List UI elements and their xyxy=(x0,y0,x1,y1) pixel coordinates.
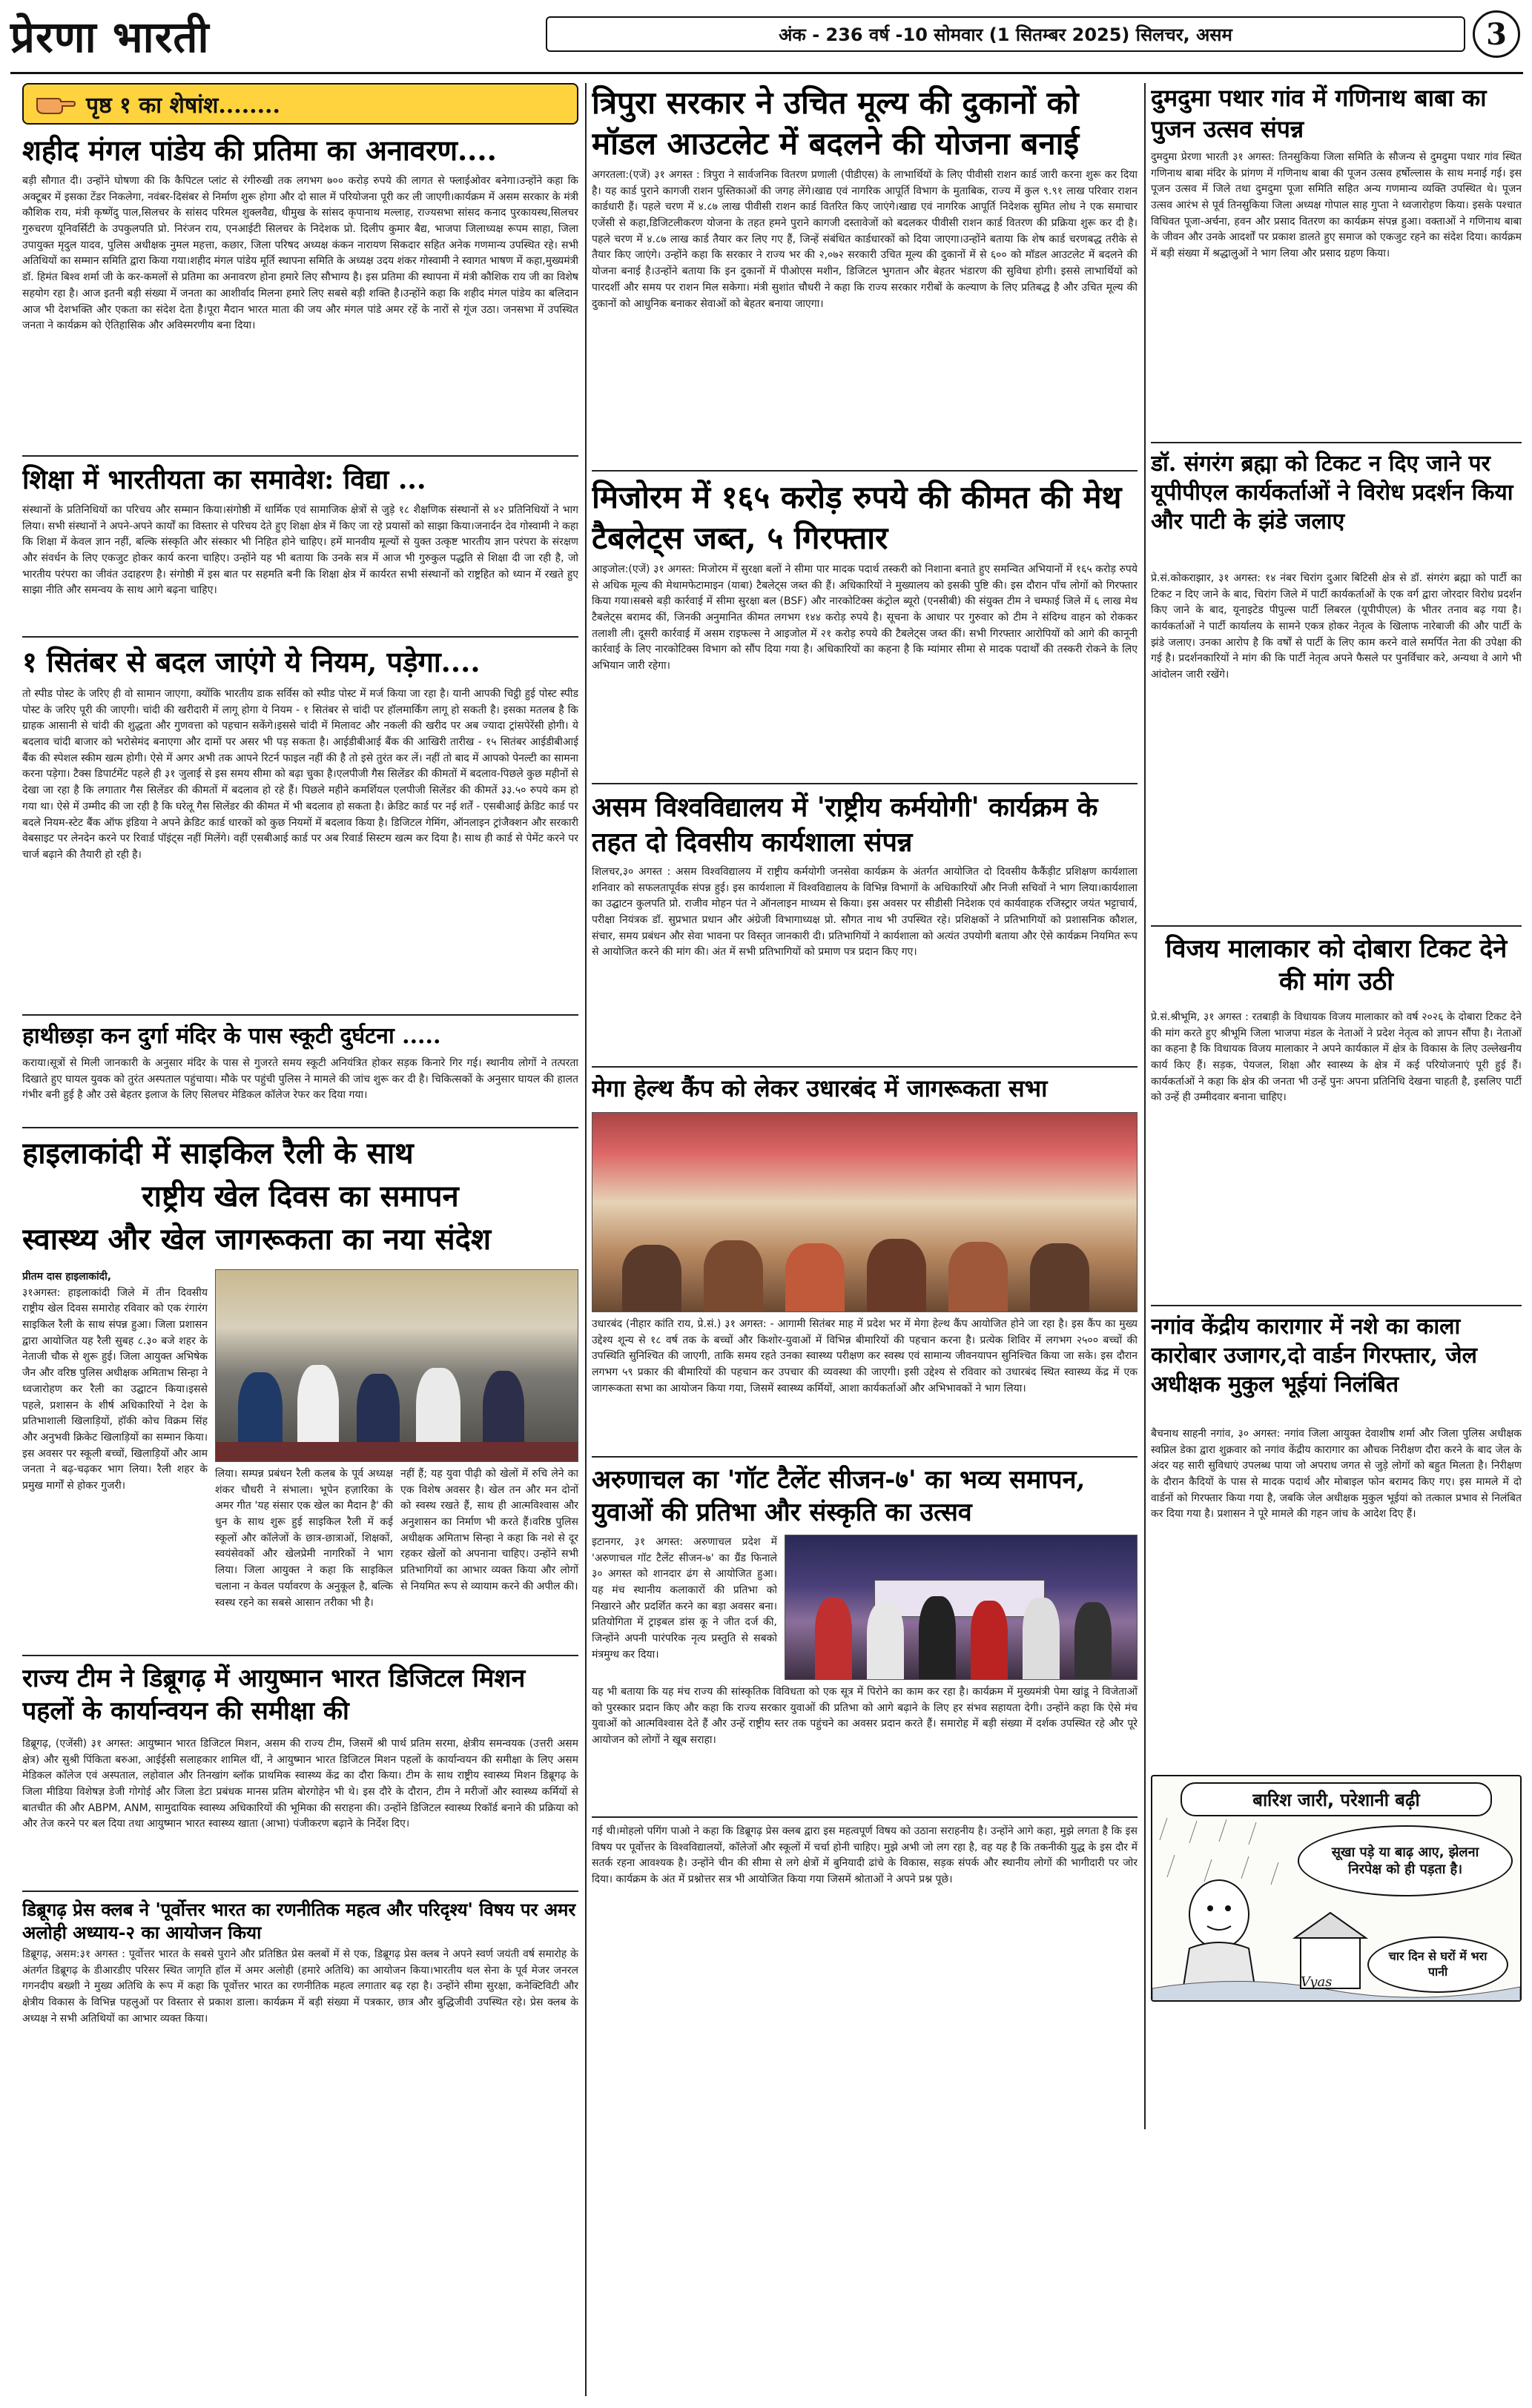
article-health-camp xyxy=(592,1074,1138,1450)
section-divider xyxy=(1151,925,1522,927)
article-body: डिब्रूगढ़, असम:३१ अगस्त : पूर्वोत्तर भारत के सबसे पुराने और प्रतिष्ठित प्रेस क्लबों में से एक, डिब्रूगढ़ प्रेस क्लब ने अपने स्वर्ण जयंती वर्ष समारोह के अंतर्गत डिब्रूगढ़ के डीआरडीए परिसर स्थित जागृति हॉल में अमर अलोही (हमारे अतिथि) का आयोजन किया।भारतीय थल सेना के पूर्व मेजर जनरल गगनदीप बख्शी ने मुख्य अतिथि के रूप में कहा कि पूर्वोत्तर भारत का रणनीतिक महत्व लगातार बढ़ रहा है। उन्होंने सीमा सुरक्षा, कनेक्टिविटी और क्षेत्रीय विकास के विभिन्न पहलुओं पर विस्तार से प्रकाश डाला। कार्यक्रम में बड़ी संख्या में पत्रकार, छात्र और बुद्धिजीवी उपस्थित रहे। प्रेस क्लब के अध्यक्ष ने सभी अतिथियों का आभार व्यक्त किया। xyxy=(22,1948,578,2025)
article-assam-university xyxy=(592,790,1138,1060)
article-body: नहीं हैं; यह युवा पीढ़ी को खेलों में रुचि लेने का एक विशेष अवसर है। खेल तन और मन दोनों को स्वस्थ रखते हैं, साथ ही आत्मविश्वास और अनुशासन का निर्माण भी करते हैं।वरिष्ठ पुलिस अधीक्षक अमिताभ सिन्हा ने कहा कि नशे से दूर रहकर खेलों को अपनाना चाहिए। उन्होंने सभी प्रतिभागियों का आभार व्यक्त किया और लोगों से नियमित रूप से व्यायाम करने की अपील की। xyxy=(400,1468,578,1592)
article-education xyxy=(22,463,578,630)
article-body: इटानगर, ३१ अगस्त: अरुणाचल प्रदेश में 'अरुणाचल गॉट टैलेंट सीजन-७' का ग्रैंड फिनाले ३० अगस्त को शानदार ढंग से आयोजित हुआ। यह मंच स्थानीय कलाकारों की प्रतिभा को निखारने और प्रदर्शित करने का बड़ा अवसर बना।प्रतियोगिता में ट्राइबल डांस कू ने जीत दर्ज की, जिन्होंने अपनी पारंपरिक नृत्य प्रस्तुति से सबको मंत्रमुग्ध कर दिया। xyxy=(592,1536,777,1661)
section-divider xyxy=(592,1816,1138,1818)
article-body: प्रे.सं.कोकराझार, ३१ अगस्त: १४ नंबर चिरांग दुआर बिटिसी क्षेत्र से डॉ. संगरंग ब्रह्मा को पार्टी का टिकट न दिए जाने के बाद, चिरांग जिले में पार्टी कार्यकर्ताओं के एक वर्ग द्वारा जोरदार विरोध प्रदर्शन किए जाने के बाद, यूनाइटेड पीपुल्स पार्टी लिबरल (यूपीपीएल) के भीतर तनाव बढ़ गया है। कार्यकर्ताओं ने पार्टी कार्यालय के सामने एकत्र होकर नेतृत्व के खिलाफ नारेबाजी की और पार्टी के झंडे जलाए। उनका आरोप है कि वर्षों से पार्टी के लिए काम करने वाले समर्पित नेता की उपेक्षा की गई है। प्रदर्शनकारियों ने मांग की कि पार्टी नेतृत्व अपने फैसले पर पुनर्विचार करे, अन्यथा वे आगे भी आंदोलन जारी रखेंगे। xyxy=(1151,572,1522,681)
article-body: आइजोल:(एजें) ३१ अगस्त: मिजोरम में सुरक्षा बलों ने सीमा पार मादक पदार्थ तस्करी को निशाना बनाते हुए समन्वित अभियानों में १६५ करोड़ रुपये से अधिक मूल्य की मेथामफेटामाइन (याबा) टैबलेट्स जब्त की हैं। अधिकारियों ने मुख्यालय को इसकी पुष्टि की। इस दौरान पाँच लोगों को गिरफ्तार किया गया।सबसे बड़ी कार्रवाई में सीमा सुरक्षा बल (BSF) और नारकोटिक्स कंट्रोल ब्यूरो (एनसीबी) की संयुक्त टीम ने चम्फाई जिले में ६ लाख मेथ टैबलेट्स बरामद कीं, जिनकी अनुमानित कीमत लगभग १४४ करोड़ रुपये है। सूचना के आधार पर गुरुवार को टीम ने संदिग्ध वाहन को रोककर तलाशी ली। दूसरी कार्रवाई में असम राइफल्स ने आइजोल में २१ करोड़ रुपये की टैबलेट्स जब्त कीं। सभी गिरफ्तार आरोपियों को आगे की कानूनी कार्रवाई के लिए नारकोटिक्स विभाग को सौंप दिया गया है। अधिकारियों का कहना है कि म्यांमार सीमा से मादक पदार्थों की तस्करी रोकने के लिए अभियान जारी रहेगा। xyxy=(592,563,1138,672)
section-divider xyxy=(22,1891,578,1892)
article-headline: डॉ. संगरंग ब्रह्मा को टिकट न दिए जाने पर यूपीपीएल कार्यकर्ताओं ने विरोध प्रदर्शन किया और पाटी के झंडे जलाए xyxy=(1151,451,1513,535)
right-column xyxy=(1151,83,1522,2401)
article-ganinath-puja xyxy=(1151,83,1522,436)
cartoon-speech-bubble: सूखा पड़े या बाढ़ आए, झेलना निरपेक्ष को ही पड़ता है। xyxy=(1298,1825,1513,1896)
article-body: संस्थानों के प्रतिनिधियों का परिचय और सम्मान किया।संगोष्ठी में धार्मिक एवं सामाजिक क्षेत्रों से जुड़े १८ शैक्षणिक संस्थानों से ४२ प्रतिनिधियों ने भाग लिया। सभी संस्थानों ने अपने-अपने कार्यों का विस्तार से परिचय देते हुए शिक्षा क्षेत्र में किए जा रहे प्रयासों को साझा किया।जनार्दन देव गोस्वामी ने कहा कि शिक्षा में केवल ज्ञान नहीं, बल्कि संस्कृति और संस्कार भी निहित होने चाहिए। हमें मानवीय मूल्यों से युक्त उत्कृष्ट भारतीय ज्ञान परंपरा के संरक्षण और संवर्धन के लिए एकजुट होकर कार्य करना चाहिए। उन्होंने यह भी बताया कि उनके सत्र में आज भी गुरुकुल पद्धति से शिक्षा दी जा रही है, जो भारतीय परंपरा का जीवंत उदाहरण है। संगोष्ठी में इस बात पर सहमति बनी कि शिक्षा क्षेत्र में कार्यरत सभी संस्थानों को राष्ट्रहित को ध्यान में रखते हुए साझा नीति और समन्वय के साथ आगे बढ़ना चाहिए। xyxy=(22,504,578,597)
issue-info: अंक - 236 वर्ष -10 सोमवार (1 सितम्बर 2025) सिलचर, असम xyxy=(546,16,1465,52)
article-headline: दुमदुमा पथार गांव में गणिनाथ बाबा का पुजन उत्सव संपन्न xyxy=(1151,84,1487,143)
article-headline: हाइलाकांदी में साइकिल रैली के साथ xyxy=(22,1136,414,1171)
article-cycle-rally xyxy=(22,1134,578,1649)
newspaper-brand: प्रेरणा भारती xyxy=(10,12,210,62)
cartoon-speech-bubble: चार दिन से घरों में भरा पानी xyxy=(1367,1936,1508,1993)
article-body: तो स्पीड पोस्ट के जरिए ही वो सामान जाएगा, क्योंकि भारतीय डाक सर्विस को स्पीड पोस्ट में मर्ज किया जा रहा है। यानी आपकी चिट्ठी हुई पोस्ट स्पीड पोस्ट के जरिए पूरी की जाएगी। चांदी की खरीदारी में लागू होगा ये नियम - १ सितंबर से चांदी पर हॉलमार्किंग लागू हो सकती है। इसका मतलब है कि ग्राहक आसानी से चांदी की शुद्धता और गुणवत्ता को पहचान सकेंगे।इससे चांदी में मिलावट और नकली की खरीद पर अब ज्यादा ट्रांसपेरेंसी होगी। ये बदलाव चांदी बाजार को भरोसेमंद बनाएगा और दामों पर असर भी पड़ सकता है। आईडीबीआई बैंक की आखिरी तारीख - १५ सितंबर आईडीबीआई बैंक की स्पेशल स्कीम खत्म होगी। ऐसे में अगर अभी तक आपने रिटर्न फाइल नहीं की है तो इसे तुरंत कर लें। नहीं तो बाद में आपको पेनल्टी का सामना करना पड़ेगा। टैक्स डिपार्टमेंट पहले ही ३१ जुलाई से इस समय सीमा को बढ़ा चुका है।एलपीजी गैस सिलेंडर की कीमतों में बदलाव-पिछले कुछ महीनों से देखा जा रहा है कि लगातार गैस सिलेंडर की कीमतों में बदलाव हो रहे हैं। पिछले महीने कमर्शियल एलपीजी सिलेंडर की कीमतें ३३.५० रुपये कम हो गया था। ऐसे में उम्मीद की जा रही है कि घरेलू गैस सिलेंडर की कीमत में भी बदलाव हो सकता है। क्रेडिट कार्ड पर नई शर्तें - एसबीआई क्रेडिट कार्ड पर बदले नियम-स्टेट बैंक ऑफ इंडिया ने अपने क्रेडिट कार्ड धारकों को कुछ नियमों में बदलाव किया है। डिजिटल गेमिंग, ऑनलाइन ट्रांजैक्शन और सरकारी वेबसाइट पर लेनदेन करने पर रिवार्ड पॉइंट्स नहीं मिलेंगे। वहीं एसबीआई कार्ड पर अब रिवार्ड सिस्टम खत्म कर दिया है। साथ ही कार्ड से पेमेंट करने पर चार्ज बढ़ाने की तैयारी हो रही है। xyxy=(22,688,578,861)
article-mangal-pandey xyxy=(22,132,578,449)
masthead xyxy=(10,6,1523,74)
article-subheadline: स्वास्थ्य और खेल जागरूकता का नया संदेश xyxy=(22,1222,492,1257)
article-body: बड़ी सौगात दी। उन्होंने घोषणा की कि कैपिटल प्लांट से रंगीरुखी तक लगभग ७०० करोड़ रुपये की लागत से फ्लाईओवर बनेगा।उन्होंने कहा कि अक्टूबर में इसका टेंडर निकलेगा, नवंबर-दिसंबर से निर्माण शुरू होगा और दो साल में परियोजना पूरी कर ली जाएगी।कार्यक्रम में असम सरकार के मंत्री कौशिक राय, मंत्री कृष्णेंदु पाल,सिलचर के सांसद परिमल शुक्लवैद्य, धीमुख के सांसद कृपानाथ मल्लाह, राज्यसभा सांसद कनाद पुरकायस्थ,सिलचर गुरुचरण यूनिवर्सिटी के उपकुलपति प्रो. निरंजन राय, एनआईटी सिलचर के निदेशक प्रो. दिलीप कुमार बैद्य, भाजपा जिलाध्यक्ष रूपम साहा, जिला उपायुक्त मृदुल यादव, पुलिस अधीक्षक नुमल महत्ता, कछार, जिला परिषद अध्यक्ष कंकन नारायण सिकदार सहित अनेक गणमान्य उपस्थित रहे। सभी अतिथियों का सम्मान समिति द्वारा किया गया।शहीद मंगल पांडेय मूर्ति स्थापना समिति के अध्यक्ष उदय शंकर गोस्वामी ने स्वागत भाषण में कहा,मुख्यमंत्री डॉ. हिमंत बिश्व शर्मा जी के कर-कमलों से प्रतिमा का अनावरण होना हमारे लिए सौभाग्य है। इस प्रतिमा की स्थापना में मंत्री कौशिक राय जी का विशेष सहयोग रहा है। आज इतनी बड़ी संख्या में जनता का आशीर्वाद मिलना हमारे लिए सबसे बड़ी शक्ति है।उन्होंने कहा कि शहीद मंगल पांडेय का बलिदान आज भी देशभक्ति और एकता का संदेश देता है।पूरा मैदान भारत माता की जय और मंगल पांडे अमर रहें के नारों से गूंज उठा। जनसभा में उपस्थित जनता ने कार्यक्रम को ऐतिहासिक और अविस्मरणीय बना दिया। xyxy=(22,175,578,332)
article-headline: हाथीछड़ा कन दुर्गा मंदिर के पास स्कूटी दुर्घटना ..... xyxy=(22,1023,441,1049)
article-headline: अरुणाचल का 'गॉट टैलेंट सीजन-७' का भव्य समापन, युवाओं की प्रतिभा और संस्कृति का उत्सव xyxy=(592,1465,1086,1528)
pointing-hand-icon xyxy=(36,91,76,116)
cartoon-title: बारिश जारी, परेशानी बढ़ी xyxy=(1181,1782,1492,1816)
article-headline: त्रिपुरा सरकार ने उचित मूल्य की दुकानों को मॉडल आउटलेट में बदलने की योजना बनाई xyxy=(592,85,1080,162)
center-column xyxy=(592,83,1138,2401)
section-divider xyxy=(22,455,578,457)
section-divider xyxy=(592,1066,1138,1068)
cartoonist-signature: Vyas xyxy=(1301,1974,1333,1990)
article-headline: डिब्रूगढ़ प्रेस क्लब ने 'पूर्वोत्तर भारत का रणनीतिक महत्व और परिदृश्य' विषय पर अमर अलोही अध्याय-२ का आयोजन किया xyxy=(22,1899,576,1944)
article-body: प्रे.सं.श्रीभूमि, ३१ अगस्त : रतबाड़ी के विधायक विजय मालाकार को वर्ष २०२६ के दोबारा टिकट देने की मांग करते हुए श्रीभूमि जिला भाजपा मंडल के नेताओं ने प्रदेश नेतृत्व को ज्ञापन सौंपा है। नेताओं का कहना है कि विधायक विजय मालाकार ने अपने कार्यकाल में क्षेत्र के विकास के लिए उल्लेखनीय कार्य किए हैं। सड़क, पेयजल, शिक्षा और स्वास्थ्य के क्षेत्र में कई परियोजनाएं पूरी हुई हैं। कार्यकर्ताओं ने कहा कि क्षेत्र की जनता भी उन्हें पुनः अपना प्रतिनिधि देखना चाहती है, इसलिए पार्टी को उन्हें ही उम्मीदवार बनाना चाहिए। xyxy=(1151,1011,1522,1104)
article-body: कराया।सूत्रों से मिली जानकारी के अनुसार मंदिर के पास से गुजरते समय स्कूटी अनियंत्रित होकर सड़क किनारे गिर गई। स्थानीय लोगों ने तत्परता दिखाते हुए घायल युवक को तुरंत अस्पताल पहुंचाया। मौके पर पहुंची पुलिस ने मामले की जांच शुरू कर दी है। चिकित्सकों के अनुसार घायल की हालत गंभीर बनी हुई है और उसे बेहतर इलाज के लिए सिलचर मेडिकल कॉलेज रेफर कर दिया गया। xyxy=(22,1057,578,1102)
continued-label: पृष्ठ १ का शेषांश........ xyxy=(86,92,280,119)
article-headline: मेगा हेल्थ कैंप को लेकर उधारबंद में जागरूकता सभा xyxy=(592,1074,1048,1102)
section-divider xyxy=(22,1127,578,1128)
section-divider xyxy=(22,1014,578,1016)
article-headline: विजय मालाकार को दोबारा टिकट देने की मांग उठी xyxy=(1165,934,1508,997)
article-body-continued: गई थी।मोहलो पगिंग पाओ ने कहा कि डिब्रूगढ़ प्रेस क्लब द्वारा इस महत्वपूर्ण विषय को उठाना सराहनीय है। उन्होंने आगे कहा, मुझे लगता है कि इस विषय पर पूर्वोत्तर के विश्वविद्यालयों, कॉलेजों और स्कूलों में चर्चा होनी चाहिए। मुझे अभी जो लग रहा है, वह यह है कि तकनीकी युद्ध के इस दौर में सतर्क रहना आवश्यक है। उन्होंने चीन की सीमा से लगे क्षेत्रों में बुनियादी ढांचे के विकास, सड़क संपर्क और स्थानीय लोगों की भागीदारी पर जोर दिया। कार्यक्रम के अंत में प्रश्नोत्तर सत्र भी आयोजित किया गया जिसमें श्रोताओं ने अपने प्रश्न पूछे। xyxy=(592,1825,1138,1886)
section-divider xyxy=(592,783,1138,784)
article-body: ३१अगस्त: हाइलाकांदी जिले में तीन दिवसीय राष्ट्रीय खेल दिवस समारोह रविवार को एक रंगारंग साइकिल रैली के साथ संपन्न हुआ। जिला प्रशासन द्वारा आयोजित यह रैली सुबह ८.३० बजे शहर के नेताजी चौक से शुरू हुई। जिला आयुक्त अभिषेक जैन और वरिष्ठ पुलिस अधीक्षक अमिताभ सिन्हा ने ध्वजारोहण कर रैली का उद्घाटन किया।इससे पहले, प्रशासन के शीर्ष अधिकारियों ने देश के प्रतिभाशाली खिलाड़ियों, हॉकी कोच विक्रम सिंह और अनुभवी क्रिकेट खिलाड़ियों का सम्मान किया। इस अवसर पर स्कूली बच्चों, खिलाड़ियों और आम जनता ने बढ़-चढ़कर भाग लिया। रैली शहर के प्रमुख मार्गों से होकर गुजरी। xyxy=(22,1286,208,1492)
article-headline: मिजोरम में १६५ करोड़ रुपये की कीमत की मेथ टैबलेट्स जब्त, ५ गिरफ्तार xyxy=(592,479,1122,556)
article-body: यह भी बताया कि यह मंच राज्य की सांस्कृतिक विविधता को एक सूत्र में पिरोने का काम कर रहा है। कार्यक्रम में मुख्यमंत्री पेमा खांडू ने विजेताओं को पुरस्कार प्रदान किए और कहा कि राज्य सरकार युवाओं की प्रतिभा को आगे बढ़ाने के लिए हर संभव सहायता देगी। उन्होंने कहा कि ऐसे मंच युवाओं को आत्मविश्वास देते हैं और उन्हें राष्ट्रीय स्तर तक पहुंचने का अवसर प्रदान करते हैं। समारोह में बड़ी संख्या में दर्शक उपस्थित रहे और पूरे आयोजन को लोगों ने खूब सराहा। xyxy=(592,1686,1138,1747)
health-camp-photo xyxy=(592,1112,1138,1312)
section-divider xyxy=(22,1655,578,1656)
article-body: दुमदुमा प्रेरणा भारती ३१ अगस्त: तिनसुकिया जिला समिति के सौजन्य से दुमदुमा पथार गांव स्थित गणिनाथ बाबा मंदिर के प्रांगण में गणिनाथ बाबा की पूजन उत्सव हर्षोल्लास के साथ मनाई गई। इस पूजन उत्सव में जिले तथा दुमदुमा पूजा समिति सहित अन्य गणमान्य व्यक्ति उपस्थित थे। पूजन उत्सव आरंभ से पूर्व तिनसुकिया जिला अध्यक्ष गोपाल साह गुप्ता ने ध्वजारोहण किया। इसके पश्चात विधिवत पूजा-अर्चना, हवन और प्रसाद वितरण का कार्यक्रम संपन्न हुआ। वक्ताओं ने गणिनाथ बाबा के जीवन और उनके आदर्शों पर प्रकाश डालते हुए समाज को एकजुट रहने का संदेश दिया। कार्यक्रम में बड़ी संख्या में श्रद्धालुओं ने भाग लिया और प्रसाद ग्रहण किया। xyxy=(1151,151,1522,260)
talent-show-photo xyxy=(785,1535,1138,1680)
section-divider xyxy=(592,470,1138,472)
article-scooty-accident xyxy=(22,1022,578,1121)
article-body: बैचनाथ साहनी नगांव, ३० अगस्त: नगांव जिला आयुक्त देवाशीष शर्मा और जिला पुलिस अधीक्षक स्वप्निल डेका द्वारा शुक्रवार को नगांव केंद्रीय कारागार का औचक निरीक्षण दौरा करने के बाद जेल के अंदर यह सारी सुविधाएं उपलब्ध पाया जो अपराध जगत से जुड़े लोगों को बहुत मिलता है। निरीक्षण के दौरान कैदियों के पास से मादक पदार्थ और मोबाइल फोन बरामद किए गए। इस मामले में दो वार्डनों को गिरफ्तार किया गया है, जबकि जेल अधीक्षक मुकुल भूईयां को तत्काल प्रभाव से निलंबित कर दिया गया है। प्रशासन ने पूरे मामले की गहन जांच के आदेश दिए हैं। xyxy=(1151,1428,1522,1521)
continued-banner xyxy=(22,83,578,125)
article-mizoram-seizure xyxy=(592,477,1138,777)
article-arunachal-talent xyxy=(592,1463,1138,1810)
column-divider xyxy=(585,83,587,2396)
article-headline: राष्ट्रीय खेल दिवस का समापन xyxy=(142,1179,459,1214)
article-ayushman-review xyxy=(22,1662,578,1885)
article-body: अगरतला:(एजें) ३१ अगस्त : त्रिपुरा ने सार्वजनिक वितरण प्रणाली (पीडीएस) के लाभार्थियों के लिए पीवीसी राशन कार्ड जारी करना शुरू कर दिया है। यह कार्ड पुराने कागजी राशन पुस्तिकाओं की जगह लेंगे।खाद्य एवं नागरिक आपूर्ति विभाग के मुताबिक, राज्य में कुल ९.९१ लाख परिवार राशन कार्डधारी हैं। पहले चरण में ४.८७ लाख पीवीसी राशन कार्ड वितरित किए जाएंगे।खाद्य एवं नागरिक आपूर्ति निदेशक सुमित लोध ने एक समाचार एजेंसी से कहा,डिजिटलीकरण योजना के तहत हमने पुराने कागजी दस्तावेजों को बदलकर पीवीसी राशन कार्ड वितरण की प्रक्रिया शुरू कर दी है। पहले चरण में ४.८७ लाख कार्ड तैयार कर लिए गए हैं, जिन्हें संबंधित कार्डधारकों को दिया जाएगा।उन्होंने बताया कि शेष कार्ड चरणबद्ध तरीके से तैयार किए जाएंगे। उन्होंने कहा कि सरकार ने राज्य भर की २,०७२ सरकारी उचित मूल्य की दुकानों में से ६०० को मॉडल आउटलेट में बदलने की योजना बनाई है।उन्होंने बताया कि इन दुकानों में पीओएस मशीन, डिजिटल भुगतान और बेहतर भंडारण की सुविधा होगी। इससे लाभार्थियों को पारदर्शी और समय पर राशन मिल सकेगा। मंत्री सुशांत चौधरी ने कहा कि राज्य सरकार गरीबों के कल्याण के लिए प्रतिबद्ध है और उचित मूल्य की दुकानों को आधुनिक बनाकर सेवाओं को बेहतर बनाया जाएगा। xyxy=(592,169,1138,310)
section-divider xyxy=(22,636,578,638)
article-headline: शिक्षा में भारतीयता का समावेश: विद्या ... xyxy=(22,464,426,495)
article-body: शिलचर,३० अगस्त : असम विश्वविद्यालय में राष्ट्रीय कर्मयोगी जनसेवा कार्यक्रम के अंतर्गत आयोजित दो दिवसीय कैकैंड़ीट प्रशिक्षण कार्यशाला शनिवार को सफलतापूर्वक संपन्न हुई। इस कार्यशाला में विश्वविद्यालय के विभिन्न विभागों के अधिकारियों और निजी सचिवों ने भाग लिया।कार्यशाला का उद्घाटन कुलपति प्रो. राजीव मोहन पंत ने ऑनलाइन माध्यम से किया। इस अवसर पर सीडीसी निदेशक एवं कार्यवाहक रजिस्ट्रार जयंत भट्टाचार्य, परीक्षा नियंत्रक डॉ. सुप्रभात प्रधान और अंग्रेजी विभागाध्यक्ष प्रो. सौगत नाथ भी उपस्थित रहे। प्रशिक्षकों ने प्रतिभागियों को प्रशासनिक कौशल, संचार, समय प्रबंधन और सेवा भावना पर विस्तृत जानकारी दी। प्रतिभागियों ने कार्यशाला को अत्यंत उपयोगी बताया और ऐसे कार्यक्रम नियमित रूप से आयोजित करने की मांग की। अंत में सभी प्रतिभागियों को प्रमाण पत्र प्रदान किए गए। xyxy=(592,866,1138,959)
article-body: उधारबंद (नीहार कांति राय, प्रे.सं.) ३१ अगस्त: - आगामी सितंबर माह में प्रदेश भर में मेगा हेल्थ कैंप आयोजित होने जा रहा है। इस कैंप का मुख्य उद्देश्य शून्य से १८ वर्ष तक के बच्चों और किशोर-युवाओं में विभिन्न बीमारियों की पहचान करना है। प्रत्येक शिविर में लगभग २५०० बच्चों की उपस्थिति सुनिश्चित की जाएगी, ताकि समय रहते उनका स्वास्थ्य परीक्षण कर स्वस्थ एवं सामान्य जीवनयापन सुनिश्चित किया जा सके। इस दौरान लगभग ५९ प्रकार की बीमारियों की पहचान कर उपचार की व्यवस्था की जाएगी। इसी उद्देश्य से रविवार को उधारबंद स्थित स्वास्थ्य केंद्र में एक जागरूकता सभा का आयोजन किया गया, जिसमें स्वास्थ्य कर्मियों, आशा कार्यकर्ताओं और अभिभावकों ने भाग लिया। xyxy=(592,1318,1138,1395)
cartoon xyxy=(1151,1775,1522,2002)
article-tripura-shops xyxy=(592,83,1138,464)
page-number: 3 xyxy=(1473,10,1520,58)
left-column xyxy=(22,83,578,2401)
column-divider xyxy=(1144,83,1146,2129)
article-new-rules xyxy=(22,644,578,1008)
article-uppl-protest xyxy=(1151,449,1522,919)
section-divider xyxy=(1151,1305,1522,1306)
section-divider xyxy=(592,1456,1138,1458)
article-press-club xyxy=(22,1898,578,2028)
article-headline: राज्य टीम ने डिब्रूगढ़ में आयुष्मान भारत डिजिटल मिशन पहलों के कार्यान्वयन की समीक्षा की xyxy=(22,1664,526,1727)
article-vijay-malakar xyxy=(1151,933,1522,1299)
article-headline: असम विश्वविद्यालय में 'राष्ट्रीय कर्मयोगी' कार्यक्रम के तहत दो दिवसीय कार्यशाला संपन्न xyxy=(592,792,1098,858)
article-headline: शहीद मंगल पांडेय की प्रतिमा का अनावरण.... xyxy=(22,133,497,167)
article-nagaon-jail xyxy=(1151,1312,1522,1775)
cycle-rally-photo xyxy=(215,1269,578,1462)
section-divider xyxy=(1151,442,1522,443)
article-headline: नगांव केंद्रीय कारागार में नशे का काला कारोबार उजागर,दो वार्डन गिरफ्तार, जेल अधीक्षक मुकुल भूईयां निलंबित xyxy=(1151,1314,1478,1398)
article-body: डिब्रूगढ़, (एजेंसी) ३१ अगस्त: आयुष्मान भारत डिजिटल मिशन, असम की राज्य टीम, जिसमें श्री पार्थ प्रतिम सरमा, क्षेत्रीय समन्वयक (उत्तरी असम क्षेत्र) और सुश्री पिंकिता बरुआ, आईईसी सलाहकार शामिल थीं, ने आयुष्मान भारत डिजिटल मिशन पहलों के कार्यान्वयन की समीक्षा के लिए असम मेडिकल कॉलेज एवं अस्पताल, लहोवाल और तिनखांग ब्लॉक प्राथमिक स्वास्थ्य केंद्र का दौरा किया। टीम के साथ राष्ट्रीय स्वास्थ्य मिशन डिब्रूगढ़ के जिला मीडिया विशेषज्ञ डेजी गोगोई और जिला डेटा प्रबंधक मानस प्रतिम बोरगोहेन भी थे। इस दौरे के दौरान, टीम ने मरीजों और स्वास्थ्य कर्मियों से बातचीत की और ABPM, ANM, सामुदायिक स्वास्थ्य अधिकारियों की भूमिका की सराहना की। उन्होंने डिजिटल स्वास्थ्य रिकॉर्ड बनाने की प्रक्रिया को और तेज करने पर बल दिया तथा आयुष्मान भारत स्वास्थ्य खाता (आभा) पंजीकरण बढ़ाने के निर्देश दिए। xyxy=(22,1738,578,1830)
article-byline: प्रीतम दास हाइलाकांदी, xyxy=(22,1271,112,1283)
article-body: लिया। सम्पन्न प्रबंधन रैली कलब के पूर्व अध्यक्ष शंकर चौधरी ने संभाला। भूपेन हज़ारिका के अमर गीत 'यह संसार एक खेल का मैदान है' की धुन के साथ शुरू हुई साइकिल रैली में कई स्कूलों और कॉलेजों के छात्र-छात्राओं, शिक्षकों, स्वयंसेवकों और खेलप्रेमी नागरिकों ने भाग लिया। जिला आयुक्त ने कहा कि साइकिल चलाना न केवल पर्यावरण के अनुकूल है, बल्कि स्वस्थ रहने का सबसे आसान तरीका भी है। xyxy=(215,1468,393,1609)
article-headline: १ सितंबर से बदल जाएंगे ये नियम, पड़ेगा.... xyxy=(22,645,481,678)
